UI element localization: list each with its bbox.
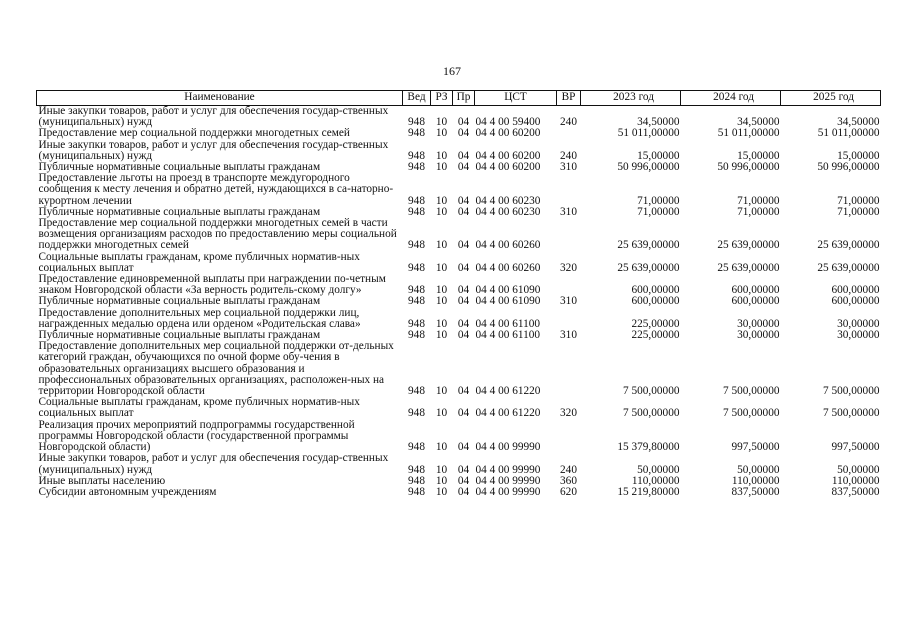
cell-rz: 10 <box>435 127 448 140</box>
cell-cst: 04 4 00 61220 <box>475 385 541 398</box>
table-header <box>37 91 881 106</box>
cell-name: Реализация прочих мероприятий подпрограммы государственной программы Новгородской области (государственной программы Новгородской области) <box>38 418 355 454</box>
cell-2025: 25 639,00000 <box>817 261 880 274</box>
cell-2023: 51 011,00000 <box>617 127 680 140</box>
cell-2024: 25 639,00000 <box>717 261 780 274</box>
cell-2025: 71,00000 <box>837 205 880 218</box>
table-row <box>37 341 881 397</box>
table-row <box>37 173 881 207</box>
cell-2024: 34,50000 <box>737 116 780 129</box>
table-row <box>37 397 881 419</box>
cell-vr: 240 <box>560 149 577 162</box>
cell-2025: 110,00000 <box>831 474 880 487</box>
cell-cst: 04 4 00 99990 <box>475 441 541 454</box>
table-row <box>37 106 881 129</box>
cell-pr: 04 <box>457 463 470 476</box>
cell-2023: 225,00000 <box>631 317 680 330</box>
cell-2025: 7 500,00000 <box>823 385 880 398</box>
cell-ved: 948 <box>408 329 425 342</box>
table-row <box>37 140 881 162</box>
cell-name: Предоставление льготы на проезд в транспорте междугородного сообщения к месту лечения и обратно детей, нуждающихся в са-наторно-курортном лечении <box>38 172 394 207</box>
cell-rz: 10 <box>435 149 448 162</box>
cell-cst: 04 4 00 61090 <box>475 295 541 308</box>
cell-name: Иные выплаты населению <box>38 474 166 487</box>
cell-vr: 320 <box>560 407 577 420</box>
cell-vr: 310 <box>560 329 577 342</box>
cell-2025: 997,50000 <box>831 441 880 454</box>
cell-2025: 7 500,00000 <box>823 407 880 420</box>
cell-cst: 04 4 00 61100 <box>475 317 541 330</box>
cell-rz: 10 <box>435 194 448 207</box>
cell-name: Субсидии автономным учреждениям <box>38 485 217 498</box>
cell-ved: 948 <box>408 441 425 454</box>
cell-ved: 948 <box>408 474 425 487</box>
cell-pr: 04 <box>457 329 470 342</box>
cell-pr: 04 <box>457 127 470 140</box>
header-2023: 2023 год <box>581 91 681 106</box>
cell-2024: 600,00000 <box>731 284 780 297</box>
cell-pr: 04 <box>457 295 470 308</box>
cell-2023: 15 379,80000 <box>617 441 680 454</box>
table-row <box>37 453 881 475</box>
cell-pr: 04 <box>457 161 470 174</box>
cell-ved: 948 <box>408 463 425 476</box>
table-row <box>37 420 881 454</box>
cell-pr: 04 <box>457 261 470 274</box>
cell-vr <box>557 341 581 397</box>
cell-cst: 04 4 00 60260 <box>475 239 541 252</box>
cell-ved: 948 <box>408 385 425 398</box>
cell-2023: 50 996,00000 <box>617 161 680 174</box>
cell-2025: 51 011,00000 <box>817 127 880 140</box>
cell-2025: 71,00000 <box>837 194 880 207</box>
cell-2024: 600,00000 <box>731 295 780 308</box>
cell-2023: 7 500,00000 <box>623 407 680 420</box>
cell-name: Предоставление дополнительных мер социальной поддержки лиц, награжденных медалью ордена или орденом «Родительская слава» <box>38 306 361 330</box>
cell-2024: 51 011,00000 <box>717 127 780 140</box>
cell-rz: 10 <box>435 463 448 476</box>
table-row <box>37 274 881 296</box>
cell-cst: 04 4 00 99990 <box>475 474 541 487</box>
table-row <box>37 487 881 498</box>
header-pr: Пр <box>453 91 475 106</box>
cell-vr: 360 <box>560 474 577 487</box>
cell-rz: 10 <box>435 474 448 487</box>
cell-ved: 948 <box>408 284 425 297</box>
cell-2024: 15,00000 <box>737 149 780 162</box>
table-row <box>37 308 881 330</box>
cell-rz: 10 <box>435 116 448 129</box>
cell-vr: 310 <box>560 205 577 218</box>
header-rz: РЗ <box>431 91 453 106</box>
cell-2023: 110,00000 <box>631 474 680 487</box>
cell-2024: 30,00000 <box>737 329 780 342</box>
cell-name: Публичные нормативные социальные выплаты гражданам <box>38 329 321 342</box>
cell-name: Иные закупки товаров, работ и услуг для обеспечения государ-ственных (муниципальных) нужд <box>38 452 389 476</box>
cell-ved: 948 <box>408 116 425 129</box>
cell-ved: 948 <box>408 485 425 498</box>
header-name: Наименование <box>37 91 403 106</box>
cell-vr: 240 <box>560 463 577 476</box>
table-row <box>37 218 881 252</box>
cell-vr: 240 <box>560 116 577 129</box>
cell-2025: 600,00000 <box>831 295 880 308</box>
cell-2025: 15,00000 <box>837 149 880 162</box>
cell-pr: 04 <box>457 194 470 207</box>
cell-ved: 948 <box>408 295 425 308</box>
cell-pr: 04 <box>457 385 470 398</box>
cell-rz: 10 <box>435 317 448 330</box>
cell-2025: 34,50000 <box>837 116 880 129</box>
cell-name: Иные закупки товаров, работ и услуг для обеспечения государ-ственных (муниципальных) нужд <box>38 138 389 162</box>
cell-ved: 948 <box>408 317 425 330</box>
cell-2024: 7 500,00000 <box>723 407 780 420</box>
cell-ved: 948 <box>408 261 425 274</box>
cell-rz: 10 <box>435 261 448 274</box>
table-row <box>37 296 881 307</box>
table-row <box>37 252 881 274</box>
cell-cst: 04 4 00 99990 <box>475 463 541 476</box>
cell-2025: 50,00000 <box>837 463 880 476</box>
cell-2025: 30,00000 <box>837 329 880 342</box>
cell-vr <box>557 308 581 330</box>
cell-pr: 04 <box>457 485 470 498</box>
cell-ved: 948 <box>408 205 425 218</box>
cell-cst: 04 4 00 60200 <box>475 161 541 174</box>
cell-cst: 04 4 00 99990 <box>475 485 541 498</box>
cell-2025: 30,00000 <box>837 317 880 330</box>
cell-pr: 04 <box>457 284 470 297</box>
cell-name: Публичные нормативные социальные выплаты гражданам <box>38 295 321 308</box>
cell-rz: 10 <box>435 441 448 454</box>
cell-name: Социальные выплаты гражданам, кроме публичных норматив-ных социальных выплат <box>38 250 360 274</box>
cell-cst: 04 4 00 60230 <box>475 194 541 207</box>
cell-vr <box>557 128 581 139</box>
cell-rz: 10 <box>435 161 448 174</box>
cell-2024: 50 996,00000 <box>717 161 780 174</box>
cell-rz: 10 <box>435 485 448 498</box>
cell-vr: 310 <box>560 161 577 174</box>
cell-2023: 15 219,80000 <box>617 485 680 498</box>
cell-2024: 110,00000 <box>731 474 780 487</box>
cell-vr <box>557 218 581 252</box>
cell-pr: 04 <box>457 317 470 330</box>
cell-name: Предоставление мер социальной поддержки многодетных семей в части возмещения организациям расходов по предоставлению меры социальной поддержки многодетных семей <box>38 217 397 252</box>
cell-2024: 25 639,00000 <box>717 239 780 252</box>
table-body <box>37 106 881 499</box>
cell-vr: 310 <box>560 295 577 308</box>
page-number: 167 <box>443 64 461 78</box>
header-vr: ВР <box>557 91 581 106</box>
cell-2025: 837,50000 <box>831 485 880 498</box>
cell-2023: 600,00000 <box>631 295 680 308</box>
cell-name: Предоставление мер социальной поддержки многодетных семей <box>38 127 350 140</box>
cell-2023: 225,00000 <box>631 329 680 342</box>
cell-2023: 15,00000 <box>637 149 680 162</box>
cell-name: Публичные нормативные социальные выплаты гражданам <box>38 205 321 218</box>
cell-pr: 04 <box>457 116 470 129</box>
cell-cst: 04 4 00 59400 <box>475 116 541 129</box>
cell-pr: 04 <box>457 149 470 162</box>
cell-vr: 320 <box>560 261 577 274</box>
cell-rz: 10 <box>435 205 448 218</box>
cell-vr: 620 <box>560 485 577 498</box>
cell-cst: 04 4 00 60200 <box>475 149 541 162</box>
cell-name: Предоставление дополнительных мер социальной поддержки от-дельных категорий граждан, обучающихся по очной форме обу-чения в образовательных организациях высшего образования и профессиональных образовательных организациях, расположен-ных на территории Новгородской области <box>38 340 394 398</box>
cell-rz: 10 <box>435 295 448 308</box>
header-cst: ЦСТ <box>475 91 557 106</box>
cell-vr <box>557 173 581 207</box>
cell-ved: 948 <box>408 194 425 207</box>
cell-2024: 71,00000 <box>737 205 780 218</box>
cell-rz: 10 <box>435 385 448 398</box>
header-ved: Вед <box>403 91 431 106</box>
cell-pr: 04 <box>457 239 470 252</box>
cell-rz: 10 <box>435 329 448 342</box>
cell-name: Иные закупки товаров, работ и услуг для обеспечения государ-ственных (муниципальных) нужд <box>38 105 389 129</box>
cell-ved: 948 <box>408 161 425 174</box>
header-2024: 2024 год <box>681 91 781 106</box>
cell-cst: 04 4 00 61090 <box>475 284 541 297</box>
cell-ved: 948 <box>408 127 425 140</box>
cell-ved: 948 <box>408 149 425 162</box>
cell-name: Социальные выплаты гражданам, кроме публичных норматив-ных социальных выплат <box>38 396 360 420</box>
cell-2024: 997,50000 <box>731 441 780 454</box>
cell-rz: 10 <box>435 239 448 252</box>
cell-rz: 10 <box>435 284 448 297</box>
table-row <box>37 128 881 139</box>
cell-ved: 948 <box>408 239 425 252</box>
cell-2023: 71,00000 <box>637 194 680 207</box>
cell-name: Публичные нормативные социальные выплаты гражданам <box>38 161 321 174</box>
cell-2023: 25 639,00000 <box>617 239 680 252</box>
cell-2023: 7 500,00000 <box>623 385 680 398</box>
header-2025: 2025 год <box>781 91 881 106</box>
budget-table <box>36 90 881 498</box>
cell-pr: 04 <box>457 205 470 218</box>
cell-vr <box>557 274 581 296</box>
cell-cst: 04 4 00 61220 <box>475 407 541 420</box>
cell-2025: 600,00000 <box>831 284 880 297</box>
cell-cst: 04 4 00 61100 <box>475 329 541 342</box>
cell-pr: 04 <box>457 474 470 487</box>
cell-2025: 25 639,00000 <box>817 239 880 252</box>
cell-rz: 10 <box>435 407 448 420</box>
cell-2025: 50 996,00000 <box>817 161 880 174</box>
cell-name: Предоставление единовременной выплаты при награждении по-четным знаком Новгородской области «За верность родитель-скому долгу» <box>38 273 386 297</box>
cell-pr: 04 <box>457 441 470 454</box>
cell-cst: 04 4 00 60200 <box>475 127 541 140</box>
cell-2023: 34,50000 <box>637 116 680 129</box>
cell-2024: 837,50000 <box>731 485 780 498</box>
cell-2024: 71,00000 <box>737 194 780 207</box>
cell-ved: 948 <box>408 407 425 420</box>
cell-pr: 04 <box>457 407 470 420</box>
cell-cst: 04 4 00 60230 <box>475 205 541 218</box>
cell-vr <box>557 420 581 454</box>
cell-cst: 04 4 00 60260 <box>475 261 541 274</box>
cell-2023: 25 639,00000 <box>617 261 680 274</box>
cell-2024: 7 500,00000 <box>723 385 780 398</box>
cell-2023: 600,00000 <box>631 284 680 297</box>
cell-2024: 50,00000 <box>737 463 780 476</box>
cell-2023: 71,00000 <box>637 205 680 218</box>
cell-2023: 50,00000 <box>637 463 680 476</box>
cell-2024: 30,00000 <box>737 317 780 330</box>
